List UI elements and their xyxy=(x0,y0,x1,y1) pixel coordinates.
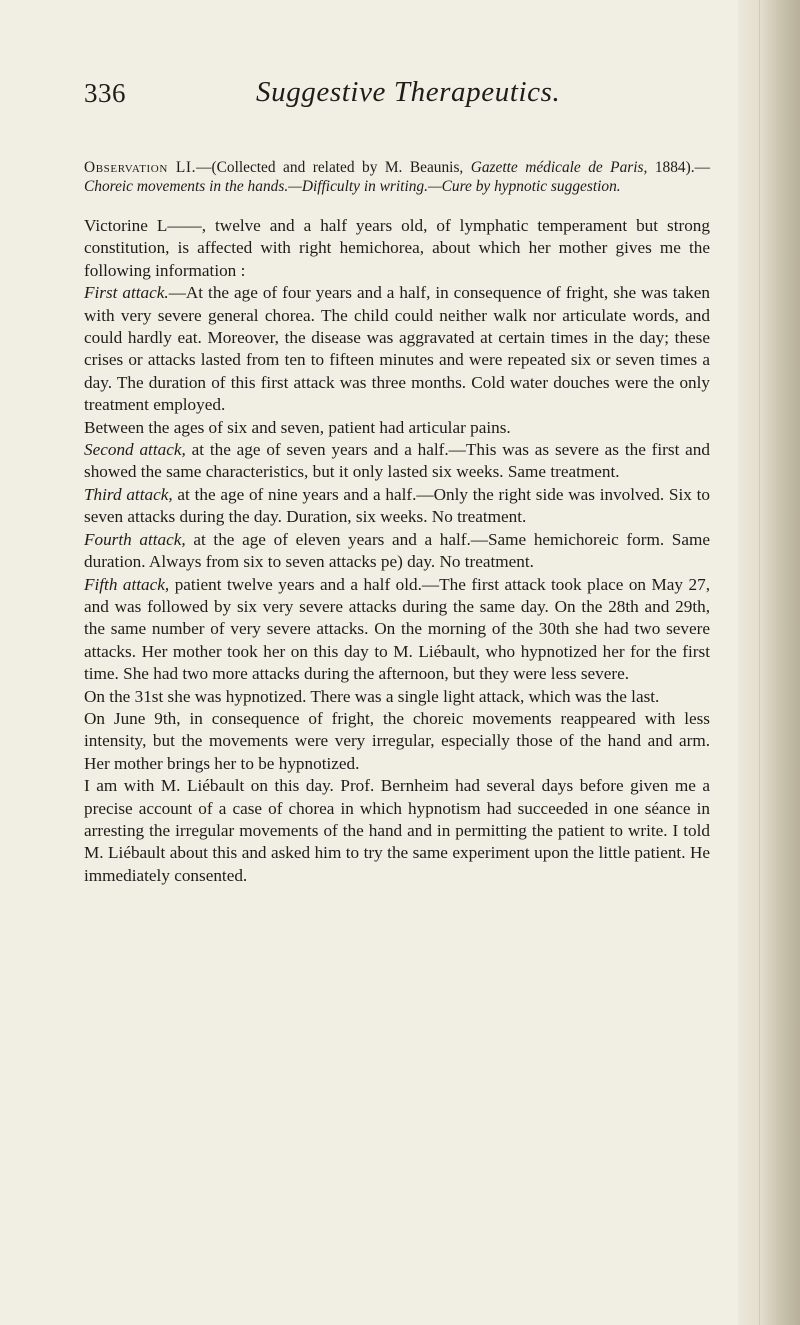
paragraph xyxy=(84,529,710,574)
paragraph-lead: First attack. xyxy=(84,283,169,303)
paragraph-text: at the age of eleven years and a half.—Same hemichoreic form. Same duration. Always from six to seven attacks pe) day. No treatment. xyxy=(84,529,710,572)
running-title: Suggestive Therapeutics. xyxy=(256,76,561,108)
observation-journal: Gazette médicale de Paris, xyxy=(470,159,648,176)
paragraph-text: On June 9th, in consequence of fright, the choreic movements reappeared with less intensity, but the movements were very irregular, especially those of the hand and arm. Her mother brings her to be hypnotized. xyxy=(84,708,710,773)
paragraph-text: patient twelve years and a half old.—The first attack took place on May 27, and was followed by six very severe attacks during the same day. On the 28th and 29th, the same number of very severe attacks. On the morning of the 30th she had two severe attacks. Her mother took her on this day to M. Liébault, who hypnotized her for the first time. She had two more attacks during the afternoon, but they were less severe. xyxy=(84,574,710,684)
page-content xyxy=(84,72,710,887)
paragraph-text: —At the age of four years and a half, in consequence of fright, she was taken with very severe general chorea. The child could neither walk nor articulate words, and could hardly eat. Moreover, the disease was aggravated at certain times in the day; these crises or attacks lasted from ten to fifteen minutes and were repeated six or seven times a day. The duration of this first attack was three months. Cold water douches were the only treatment employed. xyxy=(84,283,710,415)
paragraph xyxy=(84,574,710,686)
observation-subtitle: Choreic movements in the hands.—Difficulty in writing.—Cure by hypnotic suggestion. xyxy=(84,178,621,195)
body-text xyxy=(84,215,710,887)
observation-label: Observation LI. xyxy=(84,159,197,176)
paragraph-text: at the age of nine years and a half.—Only the right side was involved. Six to seven attacks during the day. Duration, six weeks. No treatment. xyxy=(84,484,710,527)
paragraph-lead: Fifth attack, xyxy=(84,574,170,594)
paragraph xyxy=(84,686,710,708)
paragraph-text: Victorine L——, twelve and a half years old, of lymphatic temperament but strong constitution, is affected with right hemichorea, about which her mother gives me the following information : xyxy=(84,216,710,280)
paragraph xyxy=(84,282,710,416)
paragraph xyxy=(84,439,710,484)
paragraph-text: Between the ages of six and seven, patient had articular pains. xyxy=(84,417,511,437)
running-head xyxy=(84,72,710,116)
observation-year: 1884).— xyxy=(647,159,710,176)
page-number: 336 xyxy=(84,78,126,108)
paragraph xyxy=(84,708,710,775)
paragraph xyxy=(84,484,710,529)
paragraph-text: at the age of seven years and a half.—This was as severe as the first and showed the same characteristics, but it only lasted six weeks. Same treatment. xyxy=(84,440,710,482)
paragraph-lead: Second attack, xyxy=(84,440,186,460)
paragraph-lead: Third attack, xyxy=(84,484,173,504)
observation-source: —(Collected and related by M. Beaunis, xyxy=(196,159,471,176)
paragraph xyxy=(84,775,710,887)
paragraph xyxy=(84,417,710,439)
observation-heading xyxy=(84,158,710,196)
paragraph-text: On the 31st she was hypnotized. There was a single light attack, which was the last. xyxy=(84,686,660,706)
paragraph xyxy=(84,215,710,282)
paragraph-text: I am with M. Liébault on this day. Prof. Bernheim had several days before given me a precise account of a case of chorea in which hypnotism had succeeded in one séance in arresting the irregular movements of the hand and in permitting the patient to write. I told M. Liébault about this and asked him to try the same experiment upon the little patient. He immediately consented. xyxy=(84,776,710,885)
page-edge xyxy=(738,0,800,1325)
page-edge-line xyxy=(759,0,760,1325)
paragraph-lead: Fourth attack, xyxy=(84,529,186,549)
